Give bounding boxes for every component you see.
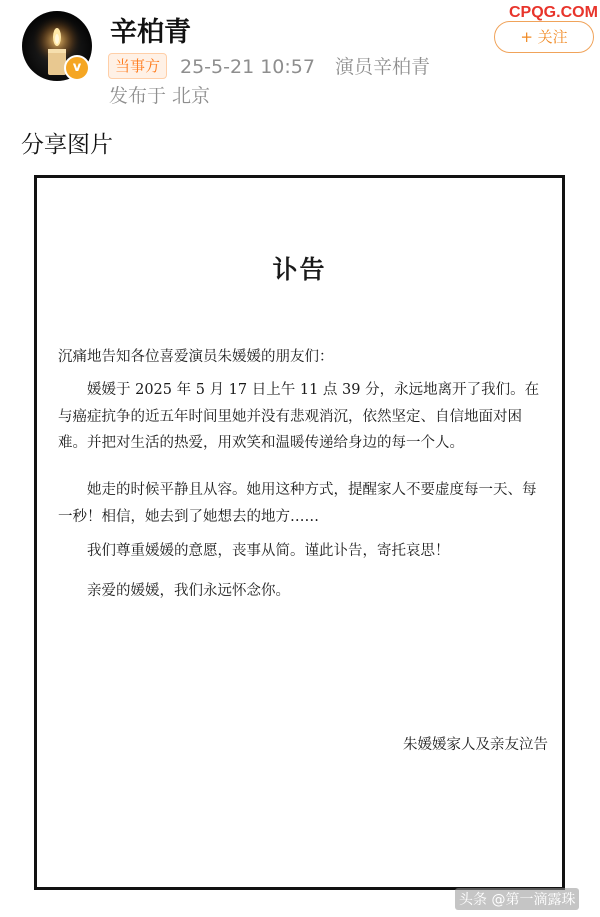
follow-button[interactable]: + 关注 (494, 21, 594, 53)
post-timestamp: 25-5-21 10:57 (180, 56, 315, 78)
site-watermark: CPQG.COM (509, 4, 598, 21)
notice-paragraph: 我们尊重媛媛的意愿，丧事从简。谨此讣告，寄托哀思！ (87, 543, 450, 559)
notice-signature: 朱媛媛家人及亲友泣告 (403, 737, 548, 753)
party-badge: 当事方 (108, 53, 167, 79)
post-location: 发布于 北京 (109, 85, 211, 107)
notice-paragraph: 她走的时候平静且从容。她用这种方式，提醒家人不要虚度每一天、每一秒！相信，她去到了她想去的地方…… (58, 482, 537, 525)
notice-title: 讣告 (272, 255, 327, 284)
share-image-label: 分享图片 (21, 132, 113, 158)
username[interactable]: 辛柏青 (110, 17, 191, 48)
notice-paragraph: 媛媛于 2025 年 5 月 17 日上午 11 点 39 分，永远地离开了我们。在与癌症抗争的近五年时间里她并没有悲观消沉，依然坚定、自信地面对困难。并把对生活的热爱，用欢笑和温暖传递给身边的每一个人。 (58, 382, 540, 451)
post-meta (180, 52, 444, 79)
bottom-watermark: 头条 @第一滴露珠 (455, 888, 579, 910)
verified-badge-icon: v (64, 55, 90, 81)
notice-paragraph: 亲爱的媛媛，我们永远怀念你。 (87, 583, 290, 599)
notice-salutation: 沉痛地告知各位喜爱演员朱媛媛的朋友们： (58, 349, 334, 365)
author-title: 演员辛柏青 (335, 56, 431, 78)
obituary-notice-image[interactable] (34, 175, 565, 890)
